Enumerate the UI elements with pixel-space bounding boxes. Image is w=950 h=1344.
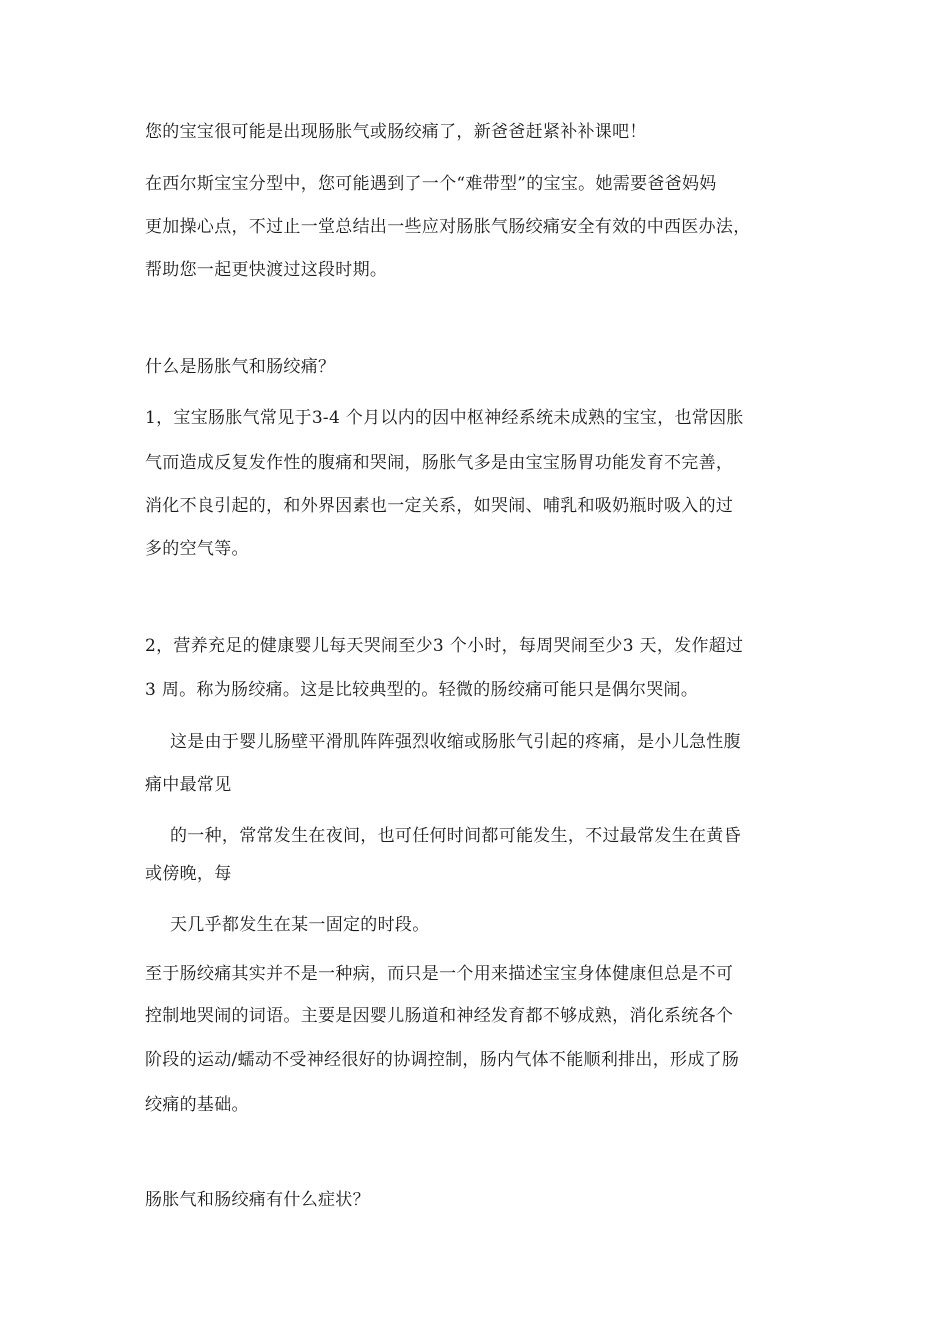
paragraph-line: 消化不良引起的，和外界因素也一定关系，如哭闹、哺乳和吸奶瓶时吸入的过 bbox=[145, 496, 734, 516]
paragraph-line: 1，宝宝肠胀气常见于3-4 个月以内的因中枢神经系统未成熟的宝宝，也常因胀 bbox=[145, 408, 744, 428]
paragraph-line: 至于肠绞痛其实并不是一种病，而只是一个用来描述宝宝身体健康但总是不可 bbox=[145, 964, 734, 984]
paragraph-line: 这是由于婴儿肠壁平滑肌阵阵强烈收缩或肠胀气引起的疼痛，是小儿急性腹 bbox=[170, 732, 741, 752]
paragraph-line: 帮助您一起更快渡过这段时期。 bbox=[145, 260, 388, 280]
paragraph-line: 或傍晚，每 bbox=[145, 864, 232, 884]
paragraph-line: 多的空气等。 bbox=[145, 539, 249, 559]
section-heading: 肠胀气和肠绞痛有什么症状？ bbox=[145, 1190, 370, 1210]
paragraph-line: 控制地哭闹的词语。主要是因婴儿肠道和神经发育都不够成熟，消化系统各个 bbox=[145, 1006, 734, 1026]
paragraph-line: 痛中最常见 bbox=[145, 775, 232, 795]
paragraph-line: 绞痛的基础。 bbox=[145, 1095, 249, 1115]
paragraph-line: 在西尔斯宝宝分型中，您可能遇到了一个“难带型”的宝宝。她需要爸爸妈妈 bbox=[145, 174, 717, 194]
paragraph-line: 2，营养充足的健康婴儿每天哭闹至少3 个小时，每周哭闹至少3 天，发作超过 bbox=[145, 636, 744, 656]
section-heading: 什么是肠胀气和肠绞痛？ bbox=[145, 357, 336, 377]
paragraph-line: 阶段的运动/蠕动不受神经很好的协调控制，肠内气体不能顺利排出，形成了肠 bbox=[145, 1050, 740, 1070]
paragraph-line: 3 周。称为肠绞痛。这是比较典型的。轻微的肠绞痛可能只是偶尔哭闹。 bbox=[145, 680, 699, 700]
paragraph-line: 的一种，常常发生在夜间，也可任何时间都可能发生，不过最常发生在黄昏 bbox=[170, 826, 741, 846]
paragraph-line: 气而造成反复发作性的腹痛和哭闹，肠胀气多是由宝宝肠胃功能发育不完善， bbox=[145, 453, 734, 473]
intro-line: 您的宝宝很可能是出现肠胀气或肠绞痛了，新爸爸赶紧补补课吧！ bbox=[145, 122, 647, 142]
paragraph-line: 天几乎都发生在某一固定的时段。 bbox=[170, 915, 430, 935]
paragraph-line: 更加操心点，不过止一堂总结出一些应对肠胀气肠绞痛安全有效的中西医办法， bbox=[145, 217, 751, 237]
